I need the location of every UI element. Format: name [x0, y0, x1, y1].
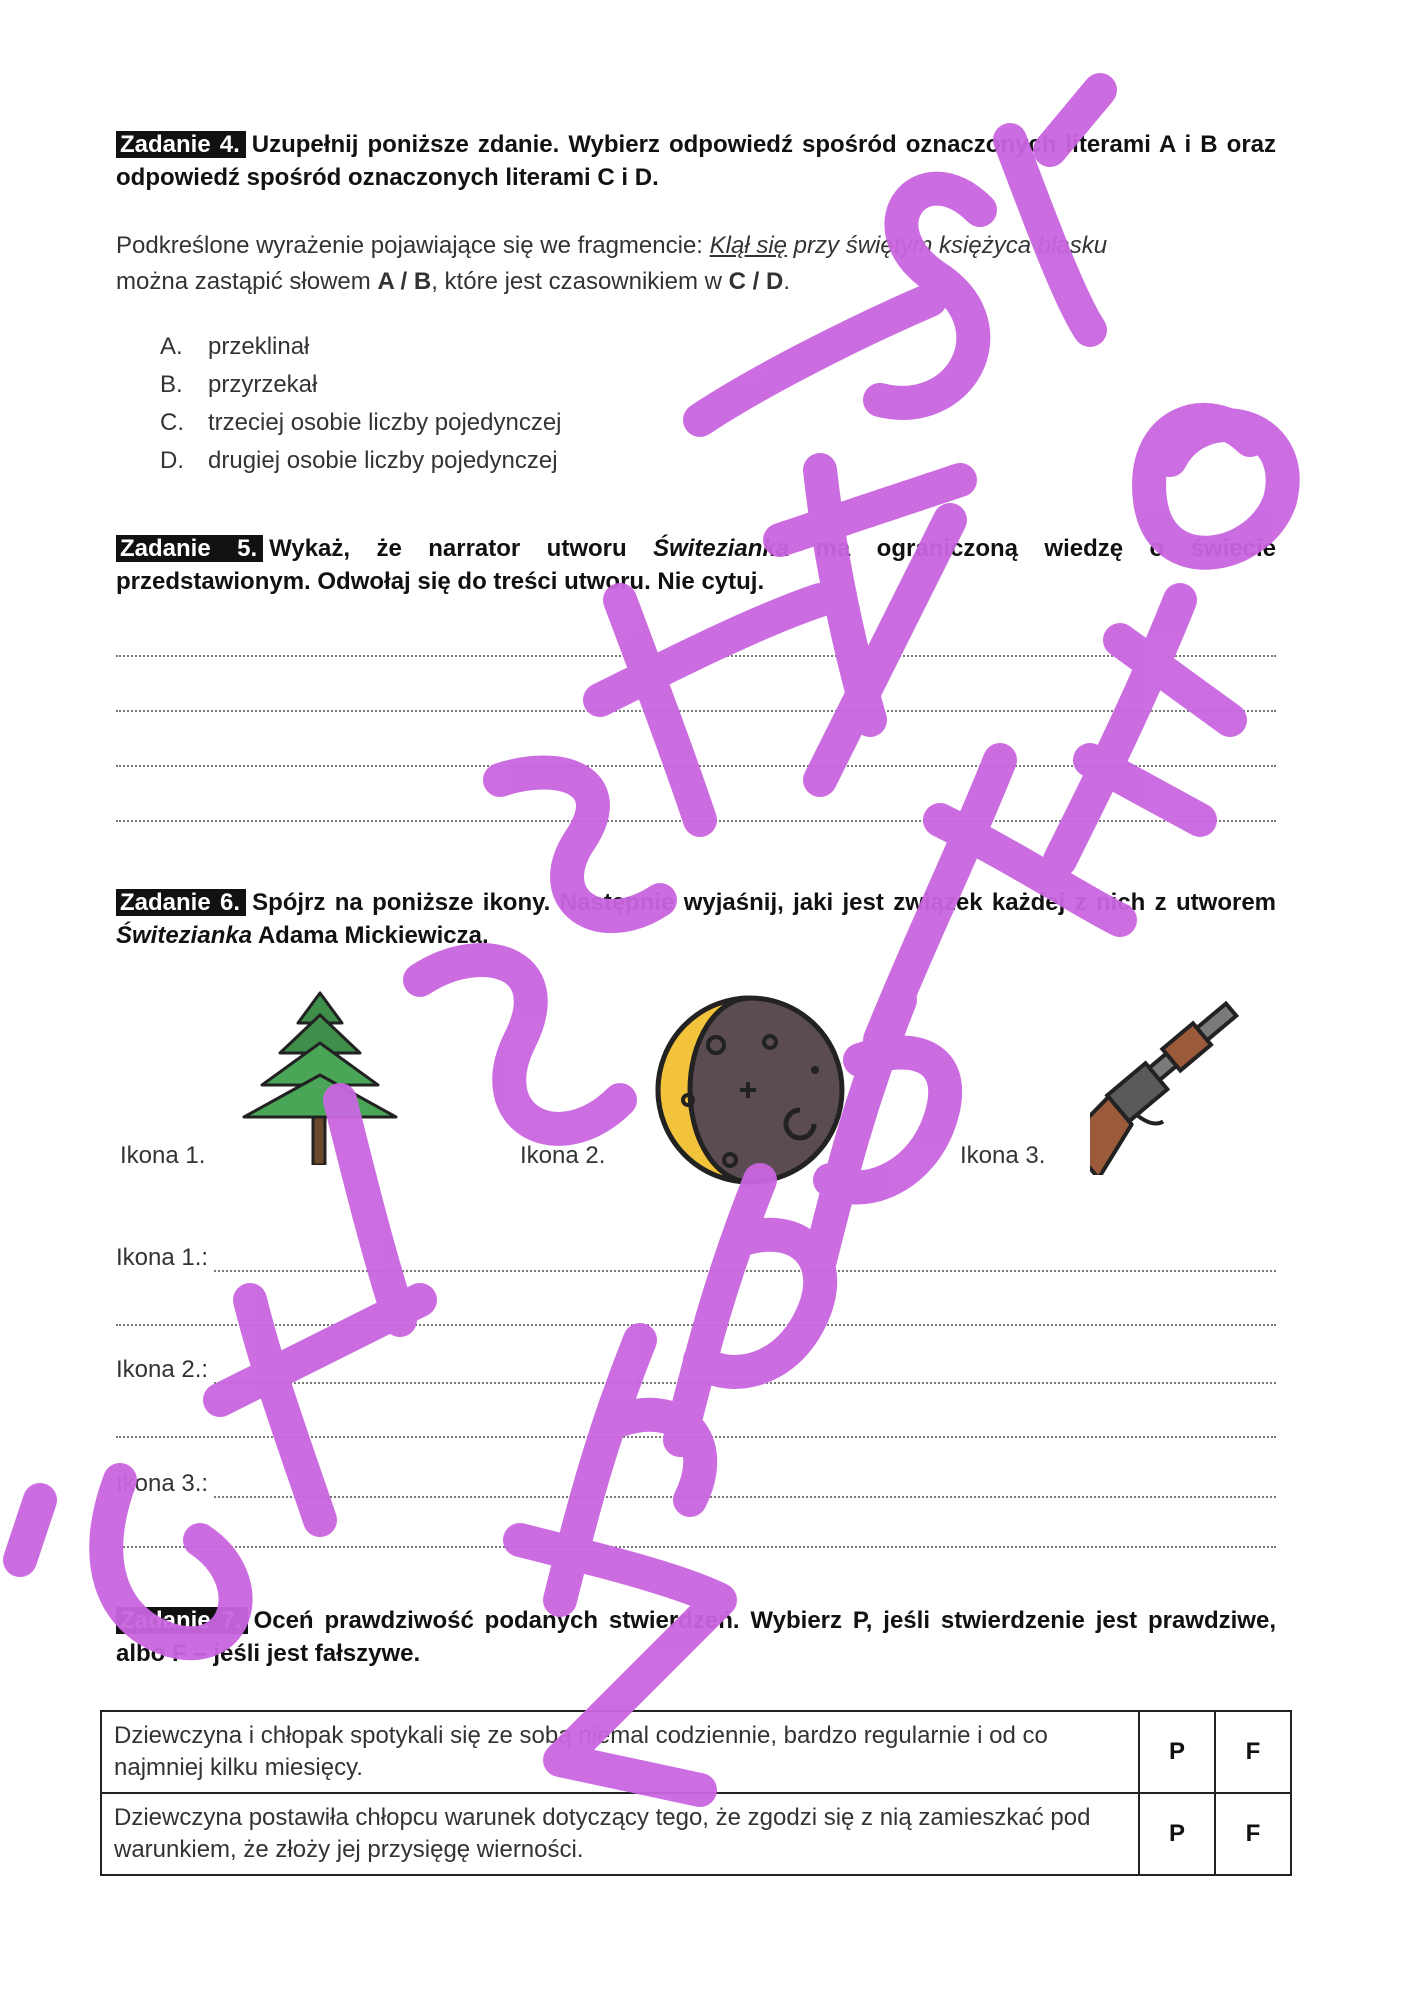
task5-instruction-a: Wykaż, że narrator utworu: [269, 535, 654, 562]
answer-line[interactable]: [116, 655, 1276, 657]
option-text: przeklinał: [208, 333, 310, 360]
true-option[interactable]: P: [1139, 1793, 1215, 1875]
icon1-answer-row[interactable]: [116, 1244, 1276, 1272]
task4-sentence-mid: można zastąpić słowem: [116, 268, 378, 295]
task4-heading: [116, 128, 1276, 194]
answer-line[interactable]: [214, 1476, 1276, 1498]
answer-line[interactable]: [214, 1250, 1276, 1272]
task7-tag: Zadanie 7.: [116, 1607, 248, 1634]
option-letter: C.: [160, 409, 184, 436]
task7-instruction: Oceń prawdziwość podanych stwierdzeń. Wybierz P, jeśli stwierdzenie jest prawdziwe, albo F – jeśli jest fałszywe.: [116, 1607, 1276, 1667]
task4-quote-rest: przy świętym księżyca blasku: [787, 232, 1108, 259]
option-text: drugiej osobie liczby pojedynczej: [208, 447, 558, 474]
task4-option: [160, 404, 562, 442]
task4-option: [160, 366, 562, 404]
task6-instruction-b: Adama Mickiewicza.: [252, 922, 489, 949]
task7-heading: [116, 1604, 1276, 1670]
icon3-answer-row[interactable]: [116, 1470, 1276, 1498]
task4-sentence-start: Podkreślone wyrażenie pojawiające się we fragmencie:: [116, 232, 710, 259]
task6-heading: [116, 886, 1276, 952]
task4-options: [160, 328, 562, 480]
answer-line[interactable]: [116, 1546, 1276, 1548]
task6-instruction-a: Spójrz na poniższe ikony. Następnie wyjaśnij, jaki jest związek każdej z nich z utworem: [252, 889, 1277, 916]
task6-work-title: Świtezianka: [116, 922, 253, 949]
answer-line[interactable]: [214, 1362, 1276, 1384]
task4-option: [160, 328, 562, 366]
true-option[interactable]: P: [1139, 1711, 1215, 1793]
statement-cell: Dziewczyna postawiła chłopcu warunek dotyczący tego, że zgodzi się z nią zamieszkać pod warunkiem, że złoży jej przysięgę wierności.: [101, 1793, 1139, 1875]
answer-line[interactable]: [116, 820, 1276, 822]
option-letter: B.: [160, 371, 183, 398]
statement-cell: Dziewczyna i chłopak spotykali się ze sobą niemal codziennie, bardzo regularnie i od co najmniej kilku miesięcy.: [101, 1711, 1139, 1793]
task4-choice-cd: C / D: [728, 268, 784, 295]
task4-tag: Zadanie 4.: [116, 131, 246, 158]
answer-line[interactable]: [116, 1436, 1276, 1438]
false-option[interactable]: F: [1215, 1711, 1291, 1793]
task5-work-title: Świtezianka: [653, 535, 790, 562]
table-row: [101, 1711, 1291, 1793]
task5-tag: Zadanie 5.: [116, 535, 263, 562]
icon-label: Ikona 1.: [120, 1142, 206, 1169]
option-text: przyrzekał: [208, 371, 318, 398]
task4-quote-underlined: Klął się: [709, 232, 788, 259]
icon2-answer-row[interactable]: [116, 1356, 1276, 1384]
icon-label: Ikona 2.: [520, 1142, 606, 1169]
false-option[interactable]: F: [1215, 1793, 1291, 1875]
icon-label: Ikona 3.: [960, 1142, 1046, 1169]
option-letter: D.: [160, 447, 184, 474]
moon-icon: [650, 990, 850, 1190]
answer-label: Ikona 2.:: [116, 1356, 209, 1383]
task4-sentence: [116, 228, 1276, 300]
option-letter: A.: [160, 333, 183, 360]
task5-heading: [116, 532, 1276, 598]
answer-line[interactable]: [116, 765, 1276, 767]
task4-sentence-mid2: , które jest czasownikiem w: [431, 268, 729, 295]
tree-icon: [240, 985, 400, 1165]
task4-instruction: Uzupełnij poniższe zdanie. Wybierz odpowiedź spośród oznaczonych literami A i B oraz odpowiedź spośród oznaczonych literami C i D.: [116, 131, 1277, 191]
answer-line[interactable]: [116, 1324, 1276, 1326]
answer-label: Ikona 3.:: [116, 1470, 209, 1497]
answer-label: Ikona 1.:: [116, 1244, 209, 1271]
table-row: [101, 1793, 1291, 1875]
task4-choice-ab: A / B: [377, 268, 432, 295]
rifle-icon: [1090, 975, 1260, 1175]
task4-option: [160, 442, 562, 480]
task4-sentence-end: .: [783, 268, 790, 295]
task5-instruction-b: ma ograniczoną wiedzę o świecie przedstawionym. Odwołaj się do treści utworu. Nie cytuj.: [116, 535, 1276, 595]
answer-line[interactable]: [116, 710, 1276, 712]
true-false-table: [100, 1710, 1292, 1876]
option-text: trzeciej osobie liczby pojedynczej: [208, 409, 562, 436]
task6-tag: Zadanie 6.: [116, 889, 246, 916]
